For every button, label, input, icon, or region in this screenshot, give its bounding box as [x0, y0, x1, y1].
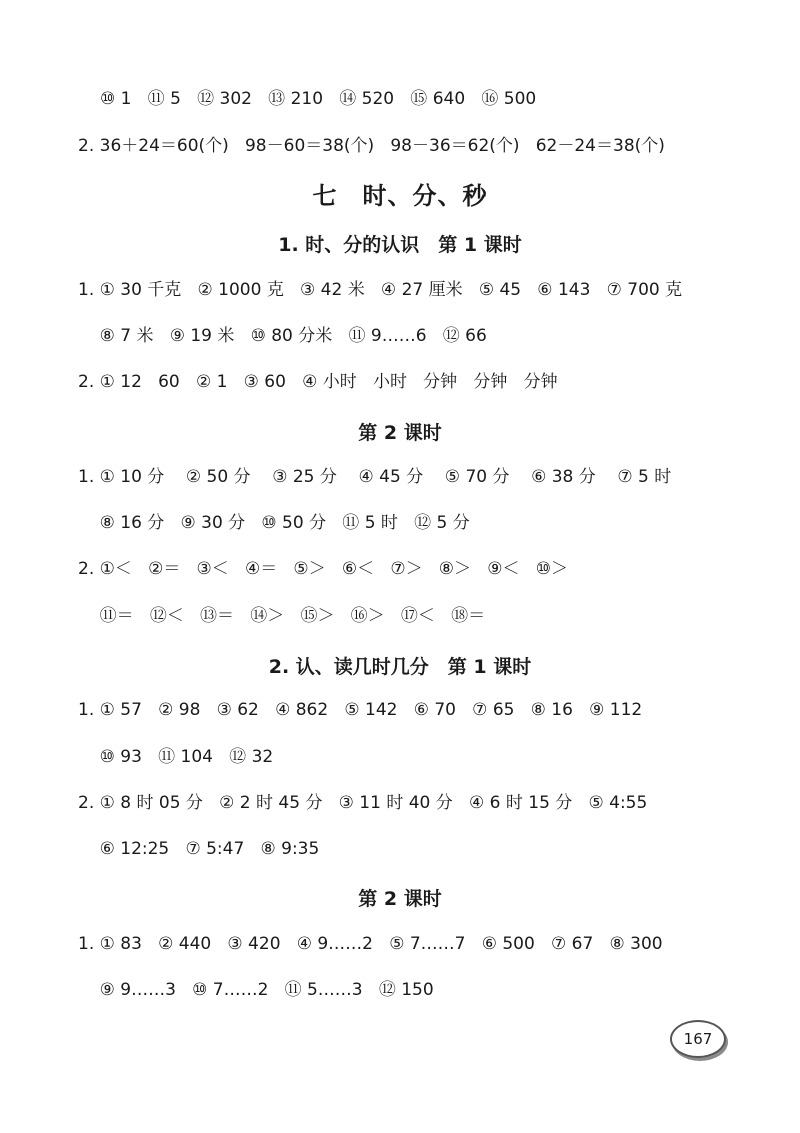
answer-line: ⑨ 9……3 ⑩ 7……2 ⑪ 5……3 ⑫ 150 [78, 980, 434, 1000]
answer-line: 2. ①＜ ②＝ ③＜ ④＝ ⑤＞ ⑥＜ ⑦＞ ⑧＞ ⑨＜ ⑩＞ [78, 559, 568, 579]
answer-line: 2. ① 12 60 ② 1 ③ 60 ④ 小时 小时 分钟 分钟 分钟 [78, 372, 558, 392]
answer-line: 1. ① 30 千克 ② 1000 克 ③ 42 米 ④ 27 厘米 ⑤ 45 ⑥ 143 ⑦ 700 克 [78, 280, 683, 300]
answer-line: ⑩ 1 ⑪ 5 ⑫ 302 ⑬ 210 ⑭ 520 ⑮ 640 ⑯ 500 [100, 89, 537, 109]
answer-line: ⑩ 93 ⑪ 104 ⑫ 32 [78, 747, 274, 767]
answer-line: ⑪＝ ⑫＜ ⑬＝ ⑭＞ ⑮＞ ⑯＞ ⑰＜ ⑱＝ [78, 606, 486, 626]
answer-line: ⑧ 16 分 ⑨ 30 分 ⑩ 50 分 ⑪ 5 时 ⑫ 5 分 [78, 513, 470, 533]
answer-line: 1. ① 57 ② 98 ③ 62 ④ 862 ⑤ 142 ⑥ 70 ⑦ 65 ⑧ 16 ⑨ 112 [78, 700, 643, 720]
answer-line: ⑥ 12:25 ⑦ 5:47 ⑧ 9:35 [78, 839, 320, 859]
section-title: 1. 时、分的认识 第 1 课时 [278, 234, 522, 256]
section-title: 2. 认、读几时几分 第 1 课时 [268, 656, 532, 678]
answer-line: ⑧ 7 米 ⑨ 19 米 ⑩ 80 分米 ⑪ 9……6 ⑫ 66 [78, 326, 487, 346]
chapter-title: 七 时、分、秒 [312, 182, 488, 210]
section-title: 第 2 课时 [358, 888, 442, 910]
section-title: 第 2 课时 [358, 422, 442, 444]
answer-line: 1. ① 10 分 ② 50 分 ③ 25 分 ④ 45 分 ⑤ 70 分 ⑥ 38 分 ⑦ 5 时 [78, 467, 672, 487]
answer-line: 2. 36＋24＝60(个) 98－60＝38(个) 98－36＝62(个) 62－24＝38(个) [78, 136, 665, 156]
page-number: 167 [670, 1020, 726, 1058]
answer-line: 2. ① 8 时 05 分 ② 2 时 45 分 ③ 11 时 40 分 ④ 6 时 15 分 ⑤ 4:55 [78, 793, 648, 813]
answer-line: 1. ① 83 ② 440 ③ 420 ④ 9……2 ⑤ 7……7 ⑥ 500 ⑦ 67 ⑧ 300 [78, 934, 663, 954]
